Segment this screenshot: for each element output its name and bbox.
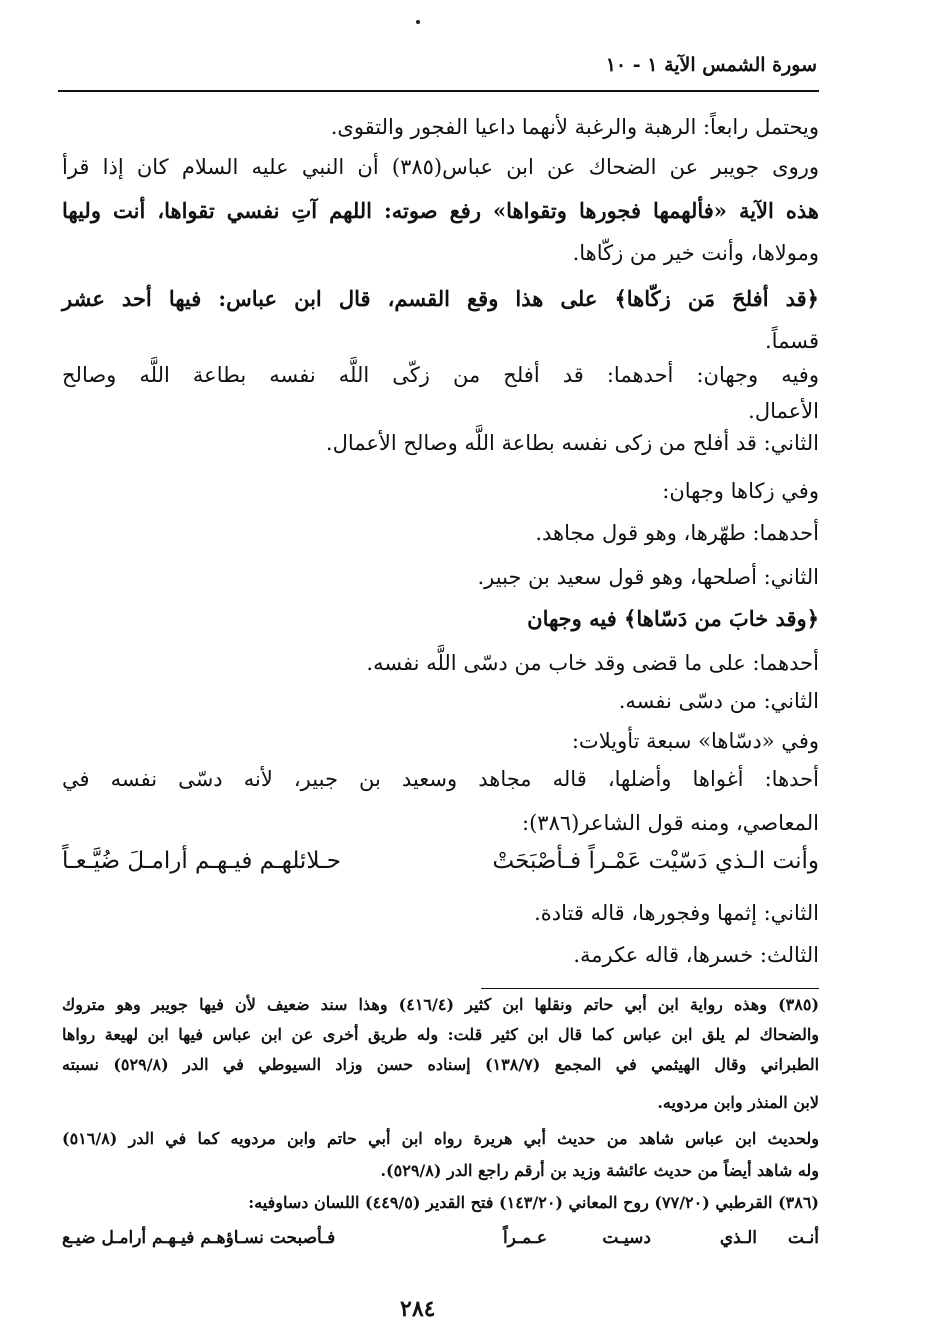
body-line-14: أحدهما: على ما قضى وقد خاب من دسّى اللَّه نفسه. [366,651,819,675]
body-line-9: الثاني: قد أفلح من زكى نفسه بطاعة اللَّه وصالح الأعمال. [325,431,819,455]
footnote-verse-second-hemistich: فـأصبحت نسـاؤهـم فيـهـم أرامـل ضيـع [62,1228,336,1248]
footnote-verse [62,1228,819,1254]
body-line-17: أحدها: أغواها وأضلها، قاله مجاهد وسعيد بن جبير، لأنه دسّى نفسه في [62,767,819,791]
body-line-2: وروى جويبر عن الضحاك عن ابن عباس(٣٨٥) أن النبي عليه السلام كان إذا قرأ [62,155,819,179]
poetry-verse [62,848,819,884]
footnote-verse-word-3: دسيـت [602,1228,651,1248]
running-header: سورة الشمس الآية ١ - ١٠ [605,54,817,76]
footnote-line-6: وله شاهد أيضاً من حديث عائشة وزيد بن أرقم راجع الدر (٥٢٩/٨). [380,1161,819,1180]
body-line-6: قسماً. [765,329,819,353]
footnote-line-7: (٣٨٦) القرطبي (٧٧/٢٠) روح المعاني (١٤٣/٢٠) فتح القدير (٤٤٩/٥) اللسان دساوفيه: [248,1193,819,1212]
footnote-rule [481,988,819,989]
body-line-19: الثاني: إثمها وفجورها، قاله قتادة. [534,901,819,925]
body-line-12: الثاني: أصلحها، وهو قول سعيد بن جبير. [477,565,819,589]
body-line-16: وفي «دسّاها» سبعة تأويلات: [571,729,819,753]
verse-first-hemistich: وأنت الـذي دَسّيْت عَمْـراً فـأصْبَحَتْ [492,848,819,874]
body-line-4: ومولاها، وأنت خير من زكّاها. [572,241,819,265]
body-line-5: ﴿قد أفلحَ مَن زكّاها﴾ على هذا وقع القسم، قال ابن عباس: فيها أحد عشر [62,286,819,311]
body-line-18: المعاصي، ومنه قول الشاعر(٣٨٦): [522,811,819,835]
body-line-8: الأعمال. [748,399,819,423]
body-line-10: وفي زكاها وجهان: [662,479,819,503]
body-line-7: وفيه وجهان: أحدهما: قد أفلح من زكّى اللَّه نفسه بطاعة اللَّه وصالح [62,363,819,387]
page-number: ٢٨٤ [400,1296,436,1322]
footnote-line-4: لابن المنذر وابن مردويه. [657,1093,819,1112]
footnote-verse-word-1: أنـت [787,1228,819,1248]
footnote-verse-word-4: عـمـراً [502,1228,547,1248]
body-line-20: الثالث: خسرها، قاله عكرمة. [573,943,819,967]
body-line-1: ويحتمل رابعاً: الرهبة والرغبة لأنهما داعيا الفجور والتقوى. [330,115,819,139]
footnote-line-5: ولحديث ابن عباس شاهد من حديث أبي هريرة رواه ابن أبي حاتم وابن مردويه كما في الدر (٥١٦/٨) [62,1129,819,1148]
verse-second-hemistich: حـلائلهـم فيـهـم أرامـلَ ضُيَّـعـاً [62,848,342,874]
body-line-13: ﴿وقد خابَ من دَسّاها﴾ فيه وجهان [527,606,819,631]
header-rule [58,90,819,92]
footnote-line-3: الطبراني وقال الهيثمي في المجمع (١٣٨/٧) إسناده حسن وزاد السيوطي في الدر (٥٢٩/٨) نسبته [62,1055,820,1074]
footnote-line-1: (٣٨٥) وهذه رواية ابن أبي حاتم ونقلها ابن كثير (٤١٦/٤) وهذا سند ضعيف لأن فيها جويبر وهو متروك [62,995,820,1014]
footnote-verse-word-2: الـذي [719,1228,757,1248]
footnote-line-2: والضحاك لم يلق ابن عباس كما قال ابن كثير قلت: وله طريق أخرى عن ابن عباس فيها ابن لهيعة رواها [62,1025,819,1044]
body-line-11: أحدهما: طهّرها، وهو قول مجاهد. [535,521,819,545]
body-line-3: هذه الآية «فألهمها فجورها وتقواها» رفع صوته: اللهم آتِ نفسي تقواها، أنت وليها [62,198,819,223]
header-dot [416,20,420,24]
body-line-15: الثاني: من دسّى نفسه. [618,689,819,713]
